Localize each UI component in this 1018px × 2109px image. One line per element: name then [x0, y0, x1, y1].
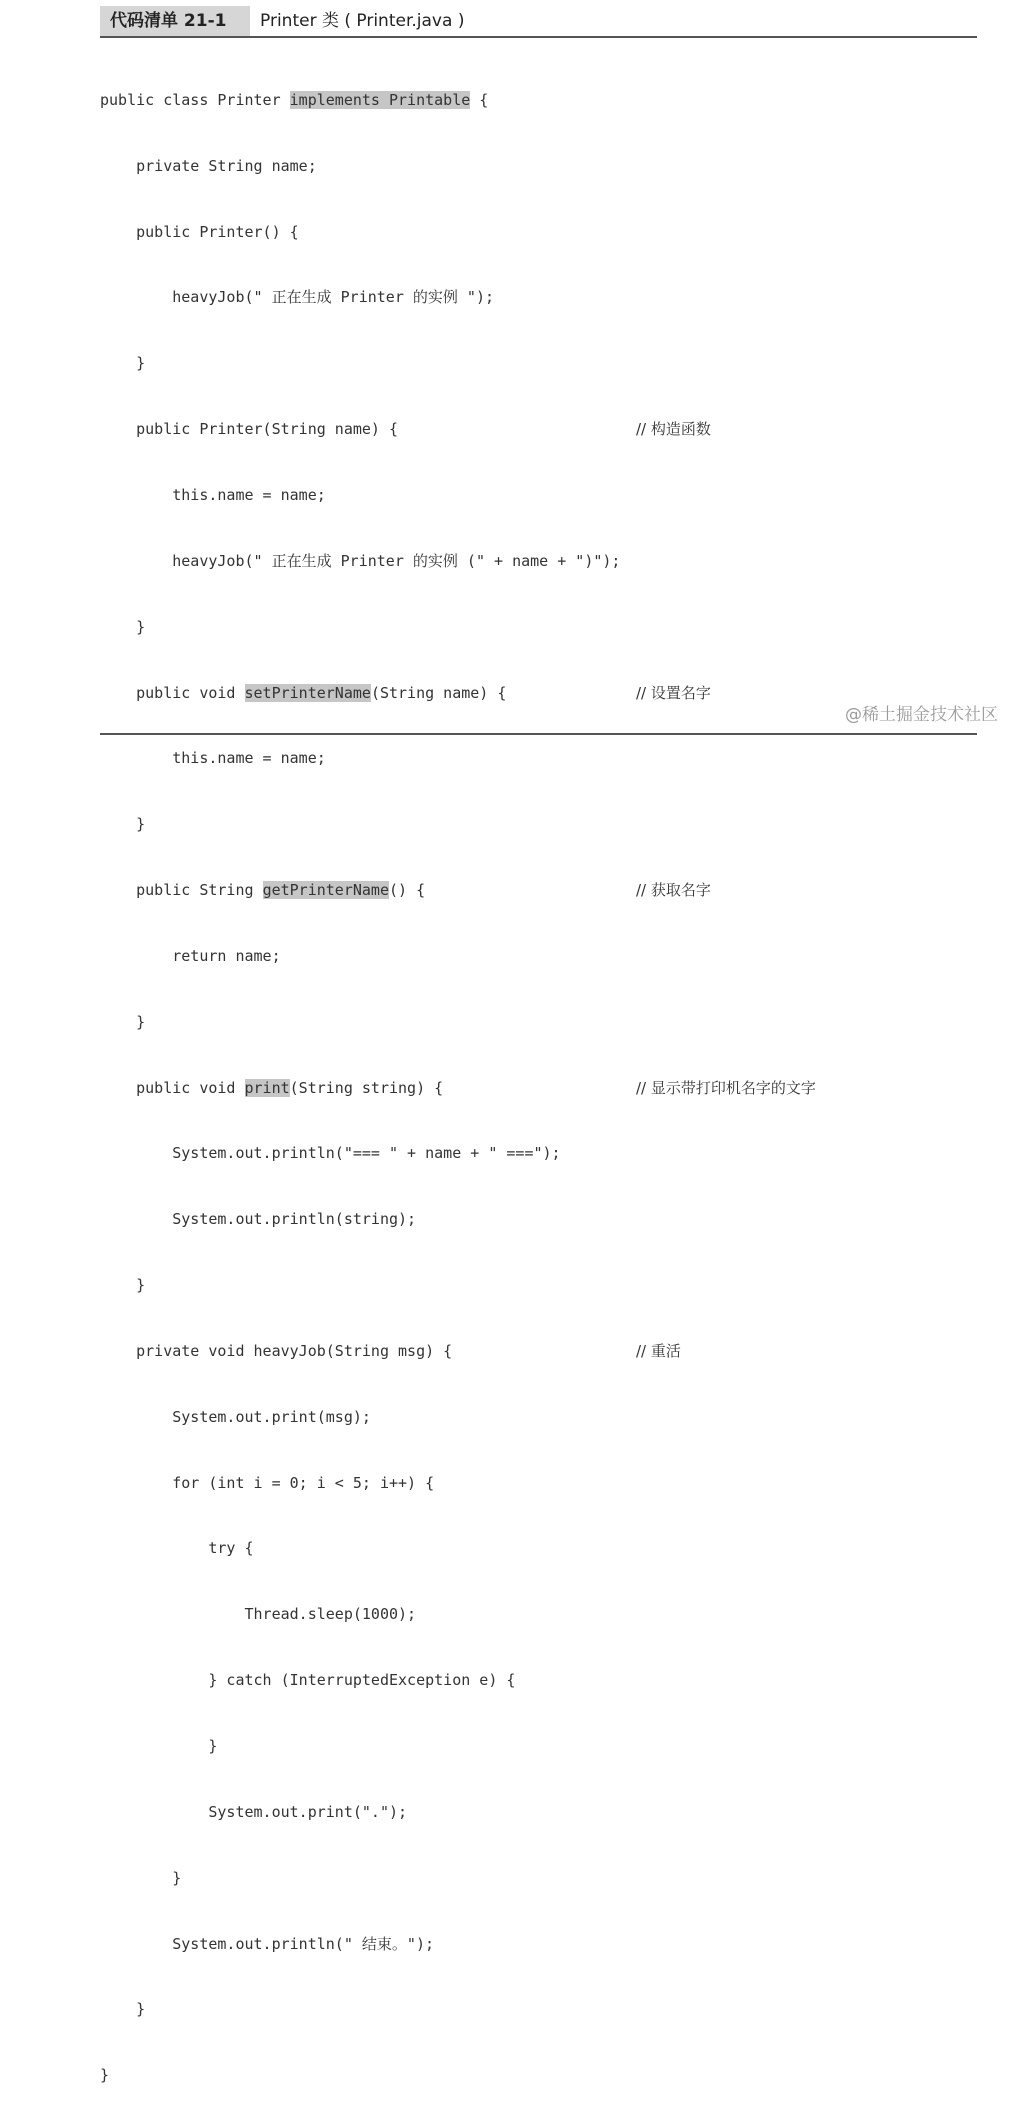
code-text: Printer — [331, 288, 413, 307]
code-text: () { — [389, 881, 426, 900]
listing-label: 代码清单 21-1 — [100, 6, 250, 36]
code-line: Thread.sleep(1000); — [100, 1605, 417, 1624]
code-line: } — [100, 1012, 146, 1031]
code-text: public Printer(String name) { — [100, 420, 399, 439]
code-line: } — [100, 815, 146, 834]
code-text: 的实例 — [412, 288, 458, 307]
code-line: private String name; — [100, 156, 317, 175]
code-line: System.out.println(string); — [100, 1210, 417, 1229]
code-line — [100, 90, 620, 112]
code-text: { — [470, 90, 489, 109]
code-text: public String — [100, 881, 263, 900]
code-text: (" + name + ")"); — [457, 551, 621, 570]
code-line: } — [100, 1276, 146, 1295]
code-line: System.out.println("=== " + name + " ==="); — [100, 1144, 561, 1163]
watermark: @稀土掘金技术社区 — [845, 705, 998, 725]
code-line: System.out.print("."); — [100, 1802, 408, 1821]
code-line — [100, 683, 711, 705]
code-line: } — [100, 354, 146, 373]
code-comment: // 重活 — [636, 1341, 681, 1360]
code-text: System.out.println(" — [100, 1934, 362, 1953]
code-line — [100, 1078, 816, 1100]
code-text: heavyJob(" — [100, 551, 272, 570]
code-line: public Printer() { — [100, 222, 299, 241]
code-line — [100, 419, 711, 441]
code-comment: // 获取名字 — [636, 881, 711, 900]
code-text: (String string) { — [289, 1078, 444, 1097]
code-line: } — [100, 2000, 146, 2019]
highlighted-code: setPrinterName — [244, 683, 371, 702]
code-line: } — [100, 1868, 182, 1887]
code-text: public void — [100, 683, 245, 702]
code-line — [100, 880, 711, 902]
highlighted-code: print — [244, 1078, 290, 1097]
code-text: public class Printer — [100, 90, 290, 109]
code-comment: // 设置名字 — [636, 683, 711, 702]
code-text: Printer — [331, 551, 413, 570]
code-line: this.name = name; — [100, 485, 326, 504]
code-line: try { — [100, 1539, 254, 1558]
code-text: 正在生成 — [271, 551, 332, 570]
code-block — [100, 46, 816, 2109]
bottom-divider — [100, 733, 977, 735]
code-line: } catch (InterruptedException e) { — [100, 1671, 516, 1690]
code-comment: // 构造函数 — [636, 420, 711, 439]
highlighted-code: implements Printable — [289, 90, 471, 109]
code-text: public void — [100, 1078, 245, 1097]
code-line: return name; — [100, 946, 281, 965]
code-text: "); — [406, 1934, 435, 1953]
code-line: } — [100, 2066, 110, 2085]
code-line: this.name = name; — [100, 749, 326, 768]
code-text: 结束。 — [361, 1934, 407, 1953]
code-line — [100, 1934, 620, 1956]
code-line: } — [100, 1737, 218, 1755]
code-text: (String name) { — [370, 683, 507, 702]
code-text: heavyJob(" — [100, 288, 272, 307]
code-text: 正在生成 — [271, 288, 332, 307]
code-comment: // 显示带打印机名字的文字 — [636, 1078, 816, 1097]
code-text: "); — [457, 288, 495, 307]
code-line — [100, 287, 620, 309]
code-line: } — [100, 617, 146, 636]
code-text: private void heavyJob(String msg) { — [100, 1341, 453, 1360]
code-line: for (int i = 0; i < 5; i++) { — [100, 1473, 435, 1492]
code-line — [100, 551, 620, 573]
highlighted-code: getPrinterName — [262, 881, 389, 900]
code-line — [100, 1341, 681, 1363]
code-line: System.out.print(msg); — [100, 1407, 371, 1426]
listing-header — [100, 6, 977, 38]
code-text: 的实例 — [412, 551, 458, 570]
listing-title: Printer 类 ( Printer.java ) — [260, 11, 465, 31]
